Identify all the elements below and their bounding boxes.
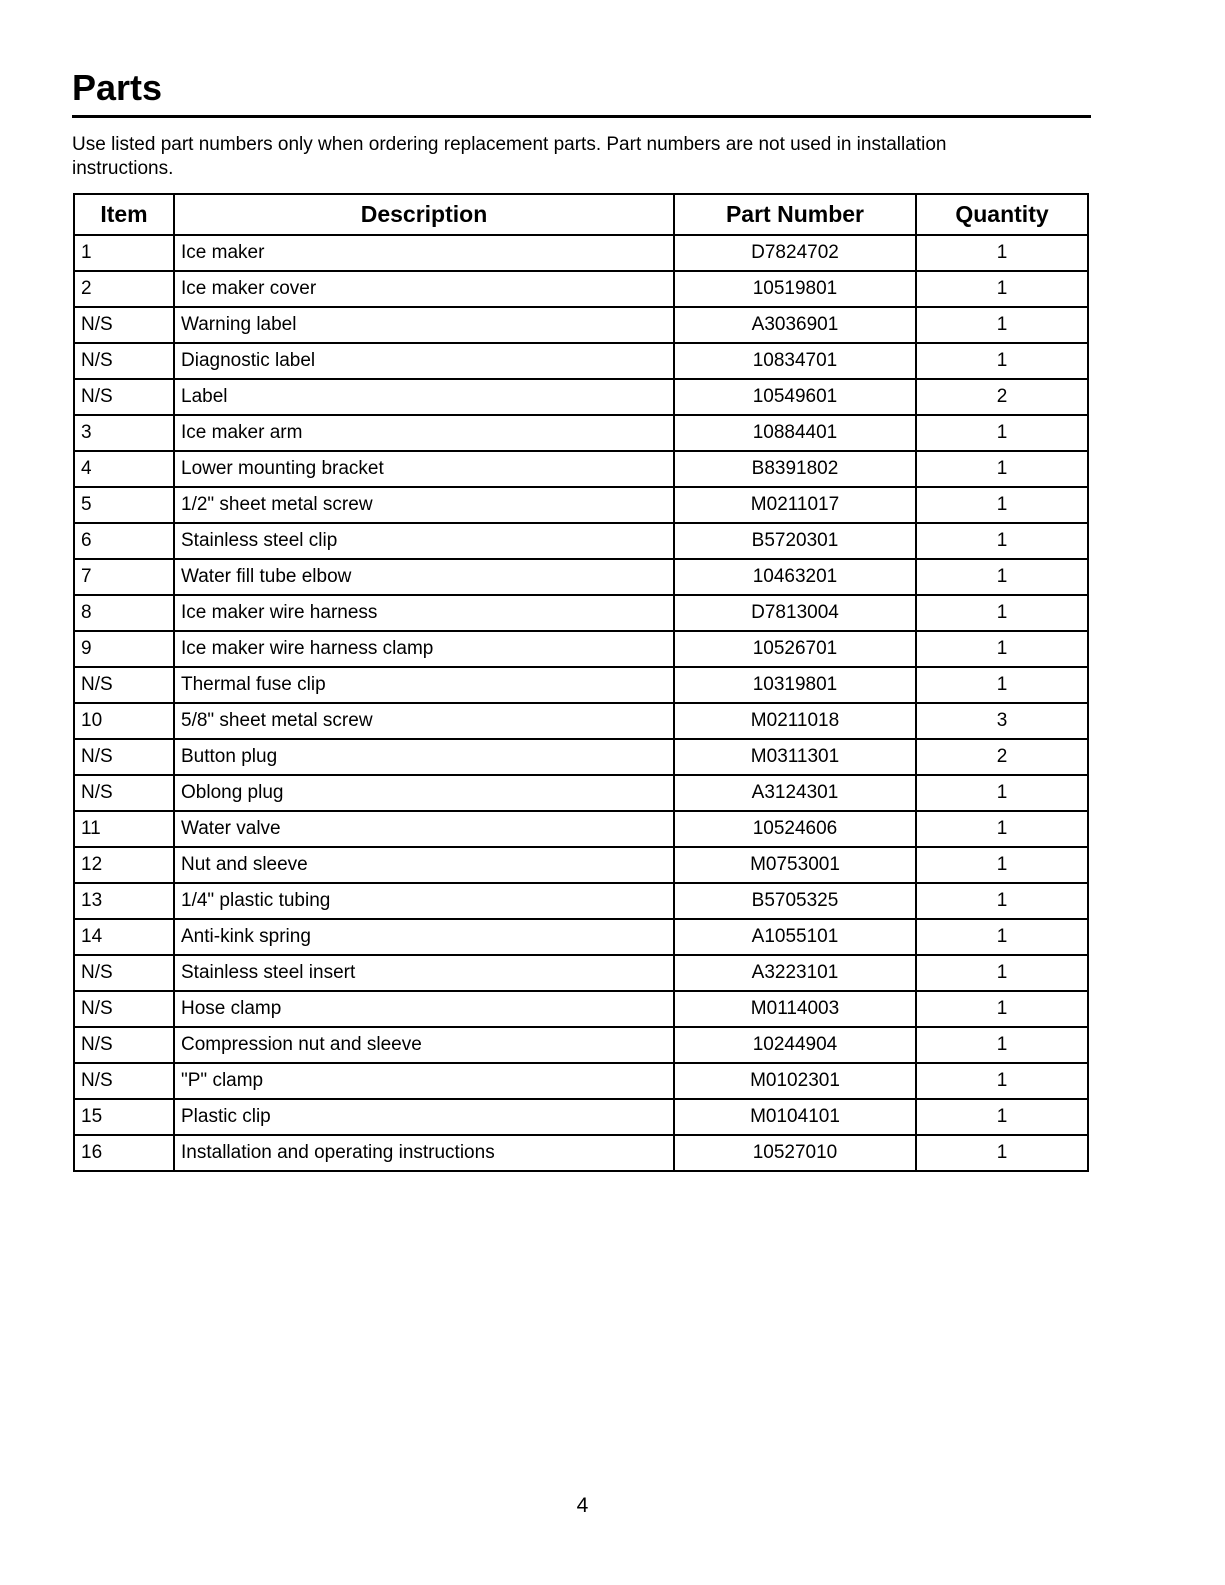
cell-item: 9	[74, 631, 174, 667]
table-row	[74, 631, 1088, 667]
table-row	[74, 343, 1088, 379]
cell-quantity: 1	[916, 235, 1088, 271]
cell-description: 5/8" sheet metal screw	[174, 703, 674, 739]
cell-quantity: 1	[916, 1027, 1088, 1063]
cell-part-number: M0104101	[674, 1099, 916, 1135]
cell-item: 7	[74, 559, 174, 595]
cell-item: N/S	[74, 307, 174, 343]
title-divider	[72, 115, 1091, 118]
cell-item: 13	[74, 883, 174, 919]
cell-part-number: M0211017	[674, 487, 916, 523]
cell-item: N/S	[74, 1063, 174, 1099]
cell-part-number: M0211018	[674, 703, 916, 739]
table-row	[74, 739, 1088, 775]
parts-table-header	[74, 194, 1088, 235]
intro-paragraph: Use listed part numbers only when ordering replacement parts. Part numbers are not used in installation instructions.	[72, 134, 947, 179]
table-row	[74, 451, 1088, 487]
cell-part-number: 10549601	[674, 379, 916, 415]
cell-part-number: 10519801	[674, 271, 916, 307]
cell-part-number: B5705325	[674, 883, 916, 919]
cell-quantity: 1	[916, 307, 1088, 343]
cell-item: 11	[74, 811, 174, 847]
cell-item: N/S	[74, 343, 174, 379]
table-row	[74, 847, 1088, 883]
table-row	[74, 307, 1088, 343]
cell-description: Ice maker wire harness clamp	[174, 631, 674, 667]
cell-part-number: A3223101	[674, 955, 916, 991]
cell-quantity: 1	[916, 991, 1088, 1027]
cell-part-number: A3036901	[674, 307, 916, 343]
cell-part-number: 10526701	[674, 631, 916, 667]
cell-part-number: B5720301	[674, 523, 916, 559]
cell-quantity: 1	[916, 631, 1088, 667]
cell-part-number: D7824702	[674, 235, 916, 271]
table-row	[74, 1027, 1088, 1063]
cell-item: 10	[74, 703, 174, 739]
table-row	[74, 1063, 1088, 1099]
cell-part-number: 10463201	[674, 559, 916, 595]
cell-item: N/S	[74, 991, 174, 1027]
table-row	[74, 991, 1088, 1027]
parts-table	[73, 193, 1089, 1172]
cell-quantity: 1	[916, 523, 1088, 559]
cell-item: 4	[74, 451, 174, 487]
cell-description: Warning label	[174, 307, 674, 343]
cell-description: Ice maker arm	[174, 415, 674, 451]
cell-item: N/S	[74, 379, 174, 415]
cell-description: Oblong plug	[174, 775, 674, 811]
parts-table-body	[74, 235, 1088, 1171]
cell-quantity: 1	[916, 595, 1088, 631]
table-row	[74, 1135, 1088, 1171]
cell-description: Diagnostic label	[174, 343, 674, 379]
cell-quantity: 1	[916, 559, 1088, 595]
cell-item: 15	[74, 1099, 174, 1135]
page-title: Parts	[72, 67, 163, 108]
cell-part-number: M0311301	[674, 739, 916, 775]
cell-description: Thermal fuse clip	[174, 667, 674, 703]
cell-quantity: 1	[916, 1063, 1088, 1099]
cell-item: N/S	[74, 739, 174, 775]
cell-quantity: 1	[916, 919, 1088, 955]
cell-quantity: 2	[916, 379, 1088, 415]
cell-item: 14	[74, 919, 174, 955]
cell-quantity: 3	[916, 703, 1088, 739]
table-row	[74, 667, 1088, 703]
cell-item: N/S	[74, 1027, 174, 1063]
cell-item: 12	[74, 847, 174, 883]
table-row	[74, 1099, 1088, 1135]
table-row	[74, 487, 1088, 523]
cell-item: N/S	[74, 955, 174, 991]
cell-part-number: 10884401	[674, 415, 916, 451]
cell-description: Label	[174, 379, 674, 415]
table-row	[74, 703, 1088, 739]
cell-item: N/S	[74, 667, 174, 703]
cell-quantity: 1	[916, 271, 1088, 307]
cell-item: 1	[74, 235, 174, 271]
header-description: Description	[174, 194, 674, 235]
cell-quantity: 1	[916, 847, 1088, 883]
cell-quantity: 1	[916, 1135, 1088, 1171]
cell-item: 6	[74, 523, 174, 559]
cell-quantity: 1	[916, 1099, 1088, 1135]
cell-part-number: A3124301	[674, 775, 916, 811]
cell-part-number: 10244904	[674, 1027, 916, 1063]
cell-description: Plastic clip	[174, 1099, 674, 1135]
cell-part-number: 10524606	[674, 811, 916, 847]
cell-quantity: 1	[916, 415, 1088, 451]
cell-part-number: M0753001	[674, 847, 916, 883]
cell-part-number: B8391802	[674, 451, 916, 487]
cell-quantity: 2	[916, 739, 1088, 775]
table-row	[74, 811, 1088, 847]
table-row	[74, 919, 1088, 955]
cell-description: Anti-kink spring	[174, 919, 674, 955]
cell-quantity: 1	[916, 883, 1088, 919]
table-row	[74, 775, 1088, 811]
table-row	[74, 271, 1088, 307]
cell-description: Ice maker	[174, 235, 674, 271]
table-row	[74, 415, 1088, 451]
cell-quantity: 1	[916, 667, 1088, 703]
table-row	[74, 379, 1088, 415]
cell-part-number: D7813004	[674, 595, 916, 631]
cell-description: Water valve	[174, 811, 674, 847]
page-number: 4	[576, 1494, 589, 1517]
cell-quantity: 1	[916, 955, 1088, 991]
cell-quantity: 1	[916, 343, 1088, 379]
cell-description: 1/4" plastic tubing	[174, 883, 674, 919]
cell-item: N/S	[74, 775, 174, 811]
cell-description: Ice maker wire harness	[174, 595, 674, 631]
cell-description: Stainless steel insert	[174, 955, 674, 991]
table-row	[74, 559, 1088, 595]
cell-part-number: M0114003	[674, 991, 916, 1027]
cell-part-number: 10527010	[674, 1135, 916, 1171]
cell-description: Water fill tube elbow	[174, 559, 674, 595]
cell-description: Compression nut and sleeve	[174, 1027, 674, 1063]
header-row	[74, 194, 1088, 235]
cell-description: Button plug	[174, 739, 674, 775]
cell-description: Installation and operating instructions	[174, 1135, 674, 1171]
cell-description: Hose clamp	[174, 991, 674, 1027]
header-item: Item	[74, 194, 174, 235]
cell-item: 3	[74, 415, 174, 451]
cell-item: 16	[74, 1135, 174, 1171]
cell-quantity: 1	[916, 775, 1088, 811]
cell-description: Stainless steel clip	[174, 523, 674, 559]
cell-part-number: A1055101	[674, 919, 916, 955]
cell-part-number: 10319801	[674, 667, 916, 703]
table-row	[74, 595, 1088, 631]
table-row	[74, 235, 1088, 271]
cell-quantity: 1	[916, 811, 1088, 847]
cell-description: "P" clamp	[174, 1063, 674, 1099]
cell-quantity: 1	[916, 487, 1088, 523]
cell-description: 1/2" sheet metal screw	[174, 487, 674, 523]
header-part-number: Part Number	[674, 194, 916, 235]
table-row	[74, 883, 1088, 919]
cell-description: Nut and sleeve	[174, 847, 674, 883]
cell-quantity: 1	[916, 451, 1088, 487]
table-row	[74, 523, 1088, 559]
cell-description: Lower mounting bracket	[174, 451, 674, 487]
cell-part-number: 10834701	[674, 343, 916, 379]
cell-item: 5	[74, 487, 174, 523]
cell-part-number: M0102301	[674, 1063, 916, 1099]
header-quantity: Quantity	[916, 194, 1088, 235]
cell-item: 8	[74, 595, 174, 631]
table-row	[74, 955, 1088, 991]
cell-description: Ice maker cover	[174, 271, 674, 307]
cell-item: 2	[74, 271, 174, 307]
